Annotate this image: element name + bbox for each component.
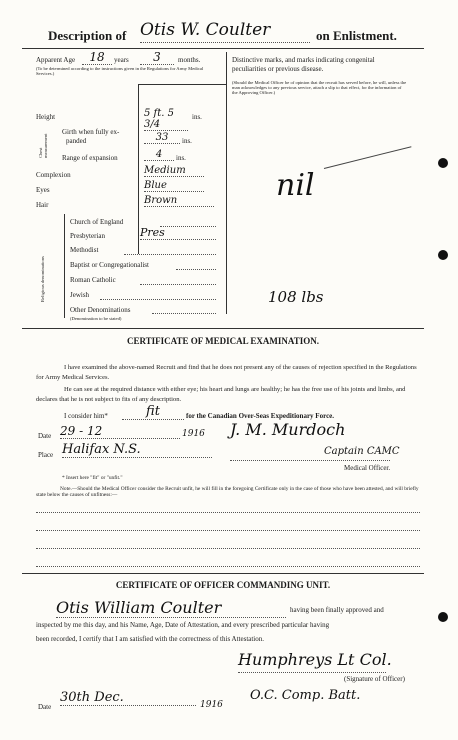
- punch-hole-1: [438, 158, 448, 168]
- height-label: Height: [36, 113, 56, 121]
- marks-heading-2: peculiarities or previous disease.: [232, 65, 324, 73]
- eyes-value: Blue: [144, 180, 204, 192]
- medical-para-2: He can see at the required distance with either eye; his heart and lungs are healthy; he has the free use of his joints and limbs, and declares that he is not subject to fits of any description.: [36, 386, 406, 403]
- religion-line-2: [124, 254, 216, 255]
- consider-suffix: for the Canadian Over-Seas Expeditionary Force.: [186, 412, 335, 420]
- religion-methodist: Methodist: [70, 246, 99, 254]
- medical-title: CERTIFICATE OF MEDICAL EXAMINATION.: [126, 336, 320, 346]
- girth-label-2: panded: [66, 137, 87, 145]
- unfit-line-2: [36, 530, 420, 531]
- marks-stroke: [324, 146, 412, 169]
- religion-presbyterian-mark: Pres: [140, 226, 216, 240]
- officer-signature-label: (Signature of Officer): [344, 675, 405, 683]
- age-label: Apparent Age: [36, 56, 76, 64]
- officer-unit: O.C. Comp. Batt.: [250, 688, 361, 703]
- recruit-name: Otis W. Coulter: [140, 20, 310, 43]
- expansion-unit: ins.: [176, 154, 186, 162]
- consider-label: I consider him*: [64, 412, 108, 420]
- other-note: (Denomination to be stated): [70, 316, 122, 321]
- bracket-line: [138, 84, 139, 254]
- officer-para-c: been recorded, I certify that I am satisfied with the correctness of this Attestation.: [36, 635, 265, 643]
- religion-line-6: [152, 313, 216, 314]
- header-rule: [22, 48, 424, 49]
- religion-jewish: Jewish: [70, 291, 90, 299]
- religion-label: Religious denominations: [40, 256, 45, 302]
- complexion-value: Medium: [144, 165, 204, 177]
- girth-label-1: Girth when fully ex-: [62, 128, 120, 136]
- officer-date-value: 30th Dec.: [60, 690, 196, 706]
- age-months: 3: [140, 50, 174, 65]
- marks-value: nil: [276, 168, 315, 203]
- punch-hole-3: [438, 612, 448, 622]
- expansion-value: 4: [144, 149, 174, 161]
- chest-label: Chest measurement: [38, 133, 49, 158]
- marks-note: (Should the Medical Officer be of opinion that the recruit has served before, he will, unless the man acknowledges to any previous service, attach a slip to that effect, for the information of the Approving Officer.): [232, 80, 407, 96]
- medical-date-value: 29 - 12: [60, 424, 180, 439]
- medical-date-label: Date: [38, 432, 52, 440]
- title-right: on Enlistment.: [316, 28, 397, 43]
- officer-date-label: Date: [38, 703, 52, 711]
- complexion-label: Complexion: [36, 171, 71, 179]
- religion-line-5: [100, 299, 216, 300]
- place-label: Place: [38, 451, 54, 459]
- officer-signature: Humphreys Lt Col.: [238, 650, 392, 669]
- hair-value: Brown: [144, 195, 214, 207]
- age-years: 18: [82, 50, 112, 65]
- title-left: Description of: [48, 28, 127, 43]
- age-note: (To be determined according to the instructions given in the Regulations for Army Medical Services.): [36, 66, 204, 77]
- medical-year-value: 1916: [182, 429, 205, 439]
- religion-other: Other Denominations: [70, 306, 131, 314]
- weight-value: 108 lbs: [268, 288, 324, 306]
- punch-hole-2: [438, 250, 448, 260]
- religion-line-4: [140, 284, 216, 285]
- height-value: 5 ft. 5 3/4: [144, 108, 188, 131]
- eyes-label: Eyes: [36, 186, 50, 194]
- hair-label: Hair: [36, 201, 49, 209]
- religion-roman-catholic: Roman Catholic: [70, 276, 116, 284]
- religion-baptist: Baptist or Congregationalist: [70, 261, 149, 269]
- unfit-line-4: [36, 566, 420, 567]
- medical-para-1: I have examined the above-named Recruit and find that he does not present any of the causes of rejection specified in the Regulations for Army Medical Services.: [36, 364, 417, 381]
- years-label: years: [114, 56, 129, 64]
- place-value: Halifax N.S.: [62, 442, 212, 458]
- expansion-label: Range of expansion: [62, 154, 118, 162]
- religion-line-3: [176, 269, 216, 270]
- column-divider: [226, 52, 227, 314]
- consider-value: fit: [122, 404, 184, 420]
- officer-recruit-name: Otis William Coulter: [56, 598, 286, 618]
- medical-officer-label: Medical Officer.: [344, 464, 391, 472]
- officer-year-value: 1916: [200, 700, 223, 710]
- months-label: months.: [178, 56, 201, 64]
- officer-para-a: having been finally approved and: [290, 606, 384, 614]
- marks-heading-1: Distinctive marks, and marks indicating congenital: [232, 56, 375, 64]
- officer-title: CERTIFICATE OF OFFICER COMMANDING UNIT.: [115, 580, 331, 590]
- unfit-line-1: [36, 512, 420, 513]
- religion-church-of-england: Church of England: [70, 218, 124, 226]
- insert-note: * Insert here "fit" or "unfit.": [62, 475, 123, 481]
- unfit-line-3: [36, 548, 420, 549]
- medical-officer-line: [230, 460, 390, 461]
- religion-bracket: [64, 214, 65, 318]
- officer-para-b: inspected by me this day, and his Name, Age, Date of Attestation, and every prescribed particular having: [36, 621, 330, 629]
- medical-rank: Captain CAMC: [324, 446, 400, 457]
- medical-rule-top: [22, 328, 424, 329]
- medical-note: Note.—Should the Medical Officer consider the Recruit unfit, he will fill in the foregoing Certificate only in the case of those who have been attested, and will briefly state below the causes of unfitness:—: [36, 486, 419, 498]
- height-unit: ins.: [192, 113, 202, 121]
- girth-unit: ins.: [182, 137, 192, 145]
- religion-presbyterian: Presbyterian: [70, 232, 105, 240]
- officer-rule-top: [22, 573, 424, 574]
- medical-signature: J. M. Murdoch: [230, 420, 346, 439]
- officer-signature-line: [238, 672, 386, 673]
- girth-value: 33: [144, 132, 180, 144]
- bracket-top: [138, 84, 226, 85]
